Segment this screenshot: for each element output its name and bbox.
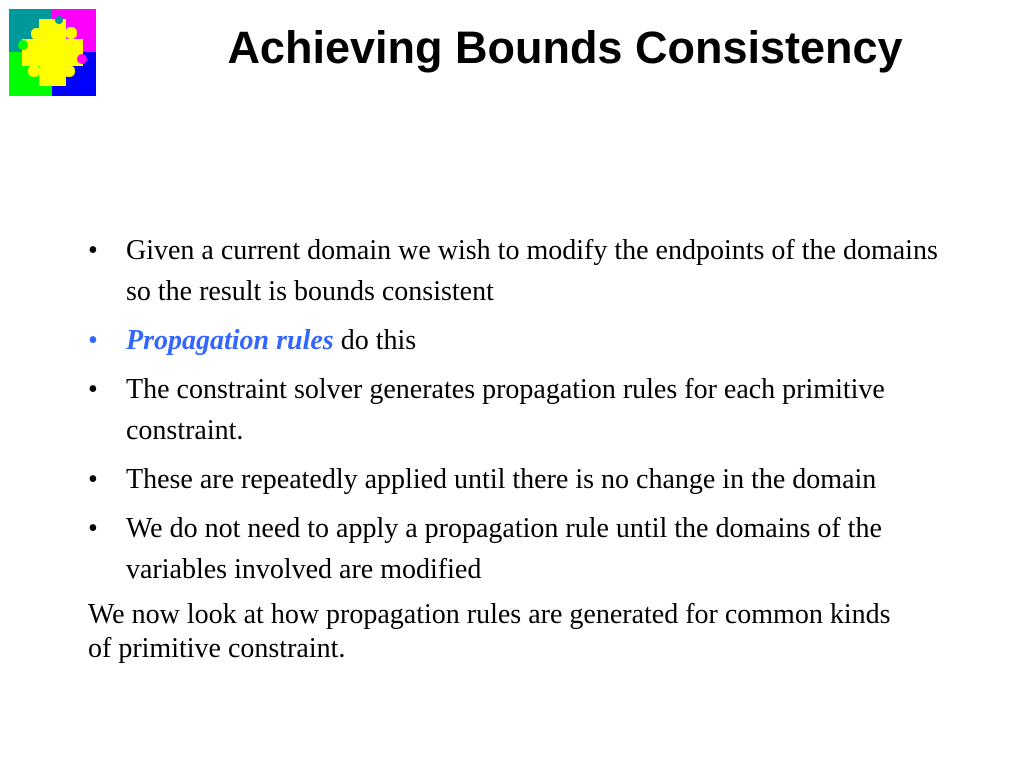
bullet-text: do this: [333, 325, 417, 356]
bullet-marker: •: [88, 235, 98, 266]
bullet-emphasis: Propagation rules: [126, 325, 334, 356]
bullet-text: These are repeatedly applied until there is no change in the domain: [126, 464, 877, 495]
bullet-marker: •: [88, 325, 98, 356]
bullet-marker: •: [88, 513, 98, 544]
bullet-text: We do not need to apply a propagation rule until the domains of the variables involved are modified: [126, 513, 882, 585]
bullet-item: [88, 320, 948, 361]
bullet-text: The constraint solver generates propagation rules for each primitive constraint.: [126, 374, 885, 446]
bullet-item: [88, 230, 948, 312]
closing-paragraph: We now look at how propagation rules are generated for common kinds of primitive constraint.: [88, 599, 891, 664]
bullet-marker: •: [88, 374, 98, 405]
bullet-list: [88, 230, 948, 590]
bullet-item: [88, 508, 948, 590]
bullet-text: Given a current domain we wish to modify the endpoints of the domains so the result is bounds consistent: [126, 235, 938, 307]
bullet-marker: •: [88, 464, 98, 495]
slide-title: Achieving Bounds Consistency: [227, 22, 903, 73]
bullet-item: [88, 459, 948, 500]
bullet-item: [88, 369, 948, 451]
puzzle-logo-icon: [9, 9, 96, 96]
slide-body: [88, 230, 948, 666]
